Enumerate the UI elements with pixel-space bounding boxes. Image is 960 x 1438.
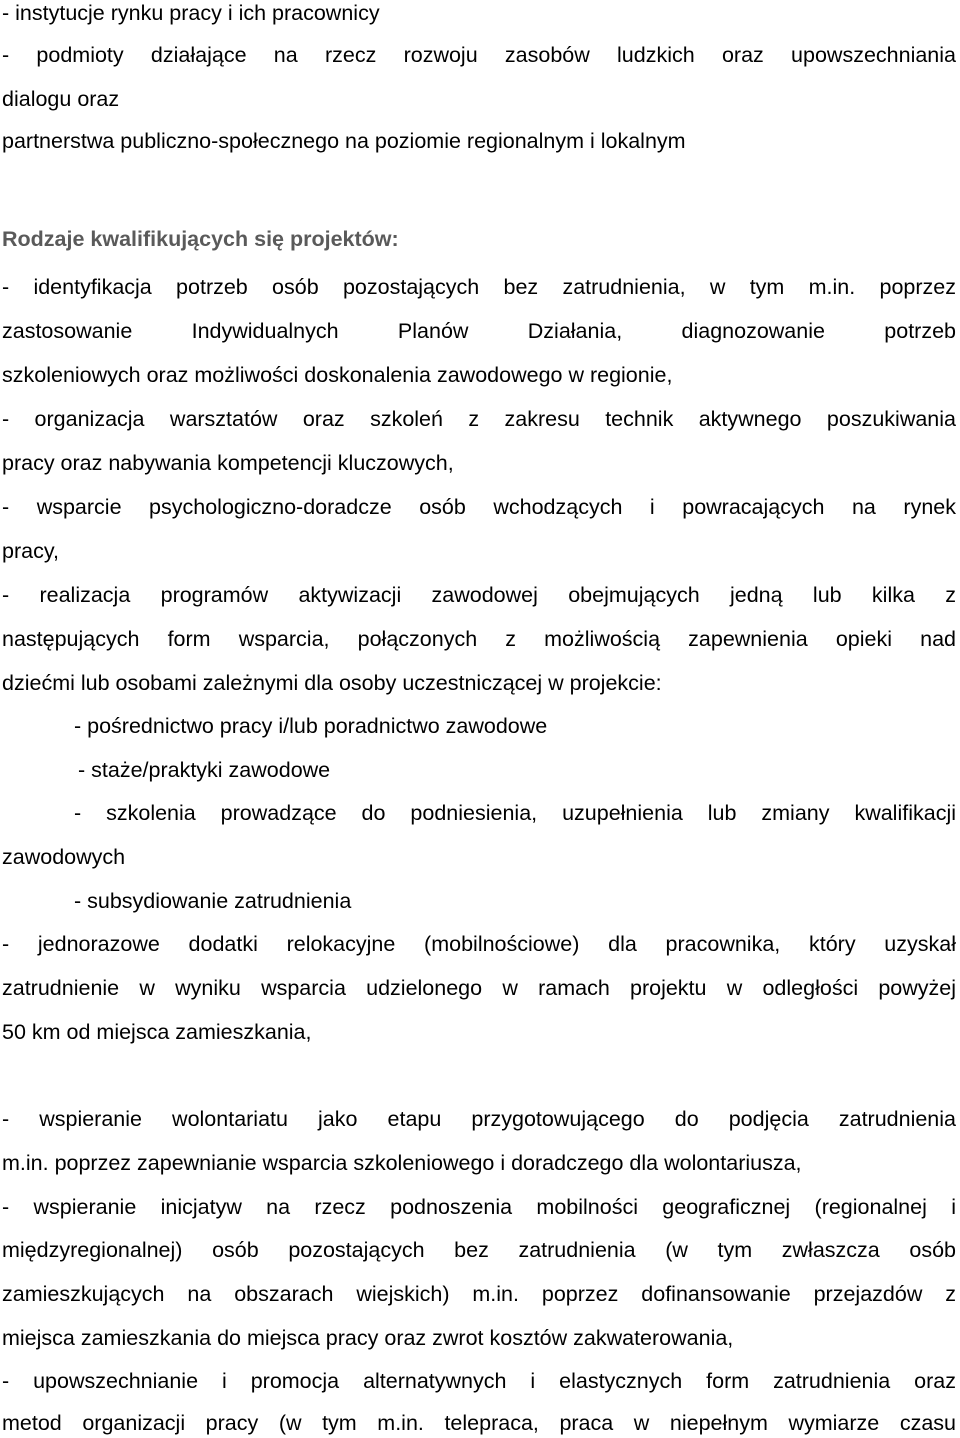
text-line: - wsparcie psychologiczno-doradcze osób wchodzących i powracających na rynek [2,495,956,519]
text-line: zamieszkujących na obszarach wiejskich) m.in. poprzez dofinansowanie przejazdów z [2,1282,956,1306]
text-line: - wspieranie wolontariatu jako etapu przygotowującego do podjęcia zatrudnienia [2,1107,956,1131]
text-line: dialogu oraz [2,87,120,111]
text-line: pracy, [2,539,59,563]
text-line: miejsca zamieszkania do miejsca pracy oraz zwrot kosztów zakwaterowania, [2,1326,734,1350]
list-item: - subsydiowanie zatrudnienia [74,889,352,913]
list-item: - szkolenia prowadzące do podniesienia, uzupełnienia lub zmiany kwalifikacji [74,801,956,825]
text-line: - identyfikacja potrzeb osób pozostających bez zatrudnienia, w tym m.in. poprzez [2,275,956,299]
text-line: - jednorazowe dodatki relokacyjne (mobilnościowe) dla pracownika, który uzyskał [2,932,956,956]
text-line: m.in. poprzez zapewnianie wsparcia szkoleniowego i doradczego dla wolontariusza, [2,1151,802,1175]
text-line: - realizacja programów aktywizacji zawodowej obejmujących jedną lub kilka z [2,583,956,607]
text-line: zastosowanie Indywidualnych Planów Działania, diagnozowanie potrzeb [2,319,956,343]
text-line: - upowszechnianie i promocja alternatywnych i elastycznych form zatrudnienia oraz [2,1369,956,1393]
text-line: partnerstwa publiczno-społecznego na poziomie regionalnym i lokalnym [2,129,686,153]
section-heading: Rodzaje kwalifikujących się projektów: [2,227,399,251]
text-line: - organizacja warsztatów oraz szkoleń z zakresu technik aktywnego poszukiwania [2,407,956,431]
text-line: - podmioty działające na rzecz rozwoju zasobów ludzkich oraz upowszechniania [2,43,956,67]
text-line: międzyregionalnej) osób pozostających bez zatrudnienia (w tym zwłaszcza osób [2,1238,956,1262]
text-line: następujących form wsparcia, połączonych z możliwością zapewnienia opieki nad [2,627,956,651]
list-item: - staże/praktyki zawodowe [78,758,331,782]
text-line: dziećmi lub osobami zależnymi dla osoby uczestniczącej w projekcie: [2,671,662,695]
text-line: szkoleniowych oraz możliwości doskonalenia zawodowego w regionie, [2,363,673,387]
text-line: - instytucje rynku pracy i ich pracownicy [2,1,380,25]
text-line: 50 km od miejsca zamieszkania, [2,1020,312,1044]
list-item: - pośrednictwo pracy i/lub poradnictwo zawodowe [74,714,548,738]
text-line: pracy oraz nabywania kompetencji kluczowych, [2,451,454,475]
text-line: zatrudnienie w wyniku wsparcia udzielonego w ramach projektu w odległości powyżej [2,976,956,1000]
text-line: zawodowych [2,845,126,869]
text-line: metod organizacji pracy (w tym m.in. telepraca, praca w niepełnym wymiarze czasu [2,1411,956,1435]
text-line: - wspieranie inicjatyw na rzecz podnoszenia mobilności geograficznej (regionalnej i [2,1195,956,1219]
